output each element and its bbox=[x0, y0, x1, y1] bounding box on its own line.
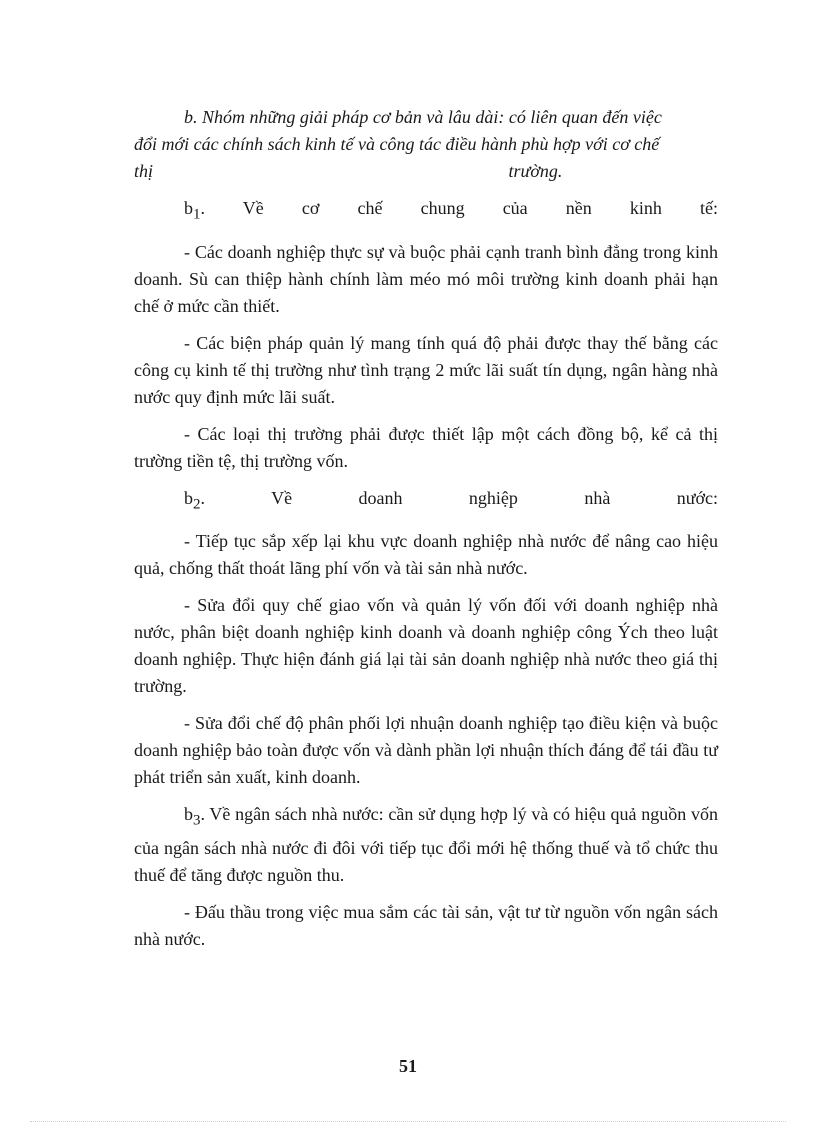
heading-b1-subscript: 1 bbox=[193, 206, 201, 223]
heading-b1-text: . Về cơ chế chung của nền kinh tế: bbox=[200, 198, 718, 218]
intro-line-1: b. Nhóm những giải pháp cơ bản và lâu dài: có liên quan đến việc bbox=[184, 107, 662, 127]
b3-subscript: 3 bbox=[193, 812, 201, 829]
heading-b1-label: b bbox=[184, 198, 193, 218]
paragraph: - Các biện pháp quản lý mang tính quá độ phải được thay thế bằng các công cụ kinh tế thị trường như tình trạng 2 mức lãi suất tín dụng, ngân hàng nhà nước quy định mức lãi suất. bbox=[134, 332, 718, 407]
heading-b2 bbox=[134, 485, 718, 519]
paragraph: - Sửa đổi quy chế giao vốn và quản lý vốn đối với doanh nghiệp nhà nước, phân biệt doanh nghiệp kinh doanh và doanh nghiệp công Ých theo luật doanh nghiệp. Thực hiện đánh giá lại tài sản doanh nghiệp nhà nước theo giá thị trường. bbox=[134, 595, 718, 697]
paragraph: - Sửa đổi chế độ phân phối lợi nhuận doanh nghiệp tạo điều kiện và buộc doanh nghiệp bảo toàn được vốn và dành phần lợi nhuận thích đáng để tái đầu tư phát triển sản xuất, kinh doanh. bbox=[134, 713, 718, 788]
heading-b2-label: b bbox=[184, 487, 193, 508]
paragraph-intro bbox=[134, 104, 718, 185]
page-number: 51 bbox=[399, 1056, 417, 1076]
paragraph: - Đấu thầu trong việc mua sắm các tài sản, vật tư từ nguồn vốn ngân sách nhà nước. bbox=[134, 901, 718, 949]
paragraph: - Các doanh nghiệp thực sự và buộc phải cạnh tranh bình đẳng trong kinh doanh. Sù can thiệp hành chính làm méo mó môi trường kinh doanh phải hạn chế ở mức cần thiết. bbox=[134, 241, 718, 316]
bottom-rule bbox=[30, 1121, 786, 1122]
b3-text: . Về ngân sách nhà nước: cần sử dụng hợp lý và có hiệu quả nguồn vốn của ngân sách nhà nước đi đôi với tiếp tục đổi mới hệ thống thuế và tổ chức thu thuế để tăng được nguồn thu. bbox=[134, 804, 718, 885]
paragraph-b3 bbox=[134, 801, 718, 889]
heading-b1 bbox=[134, 195, 718, 229]
heading-b2-subscript: 2 bbox=[193, 496, 201, 513]
b3-label: b bbox=[184, 804, 193, 825]
intro-line-2: đổi mới các chính sách kinh tế và công tác điều hành phù hợp với cơ chế bbox=[134, 134, 660, 154]
paragraph: - Các loại thị trường phải được thiết lập một cách đồng bộ, kể cả thị trường tiền tệ, thị trường vốn. bbox=[134, 423, 718, 471]
page-body bbox=[134, 104, 718, 963]
intro-line-3: thị trường. bbox=[134, 161, 563, 181]
paragraph: - Tiếp tục sắp xếp lại khu vực doanh nghiệp nhà nước để nâng cao hiệu quả, chống thất thoát lãng phí vốn và tài sản nhà nước. bbox=[134, 531, 718, 579]
heading-b2-text: . Về doanh nghiệp nhà nước: bbox=[200, 487, 718, 508]
